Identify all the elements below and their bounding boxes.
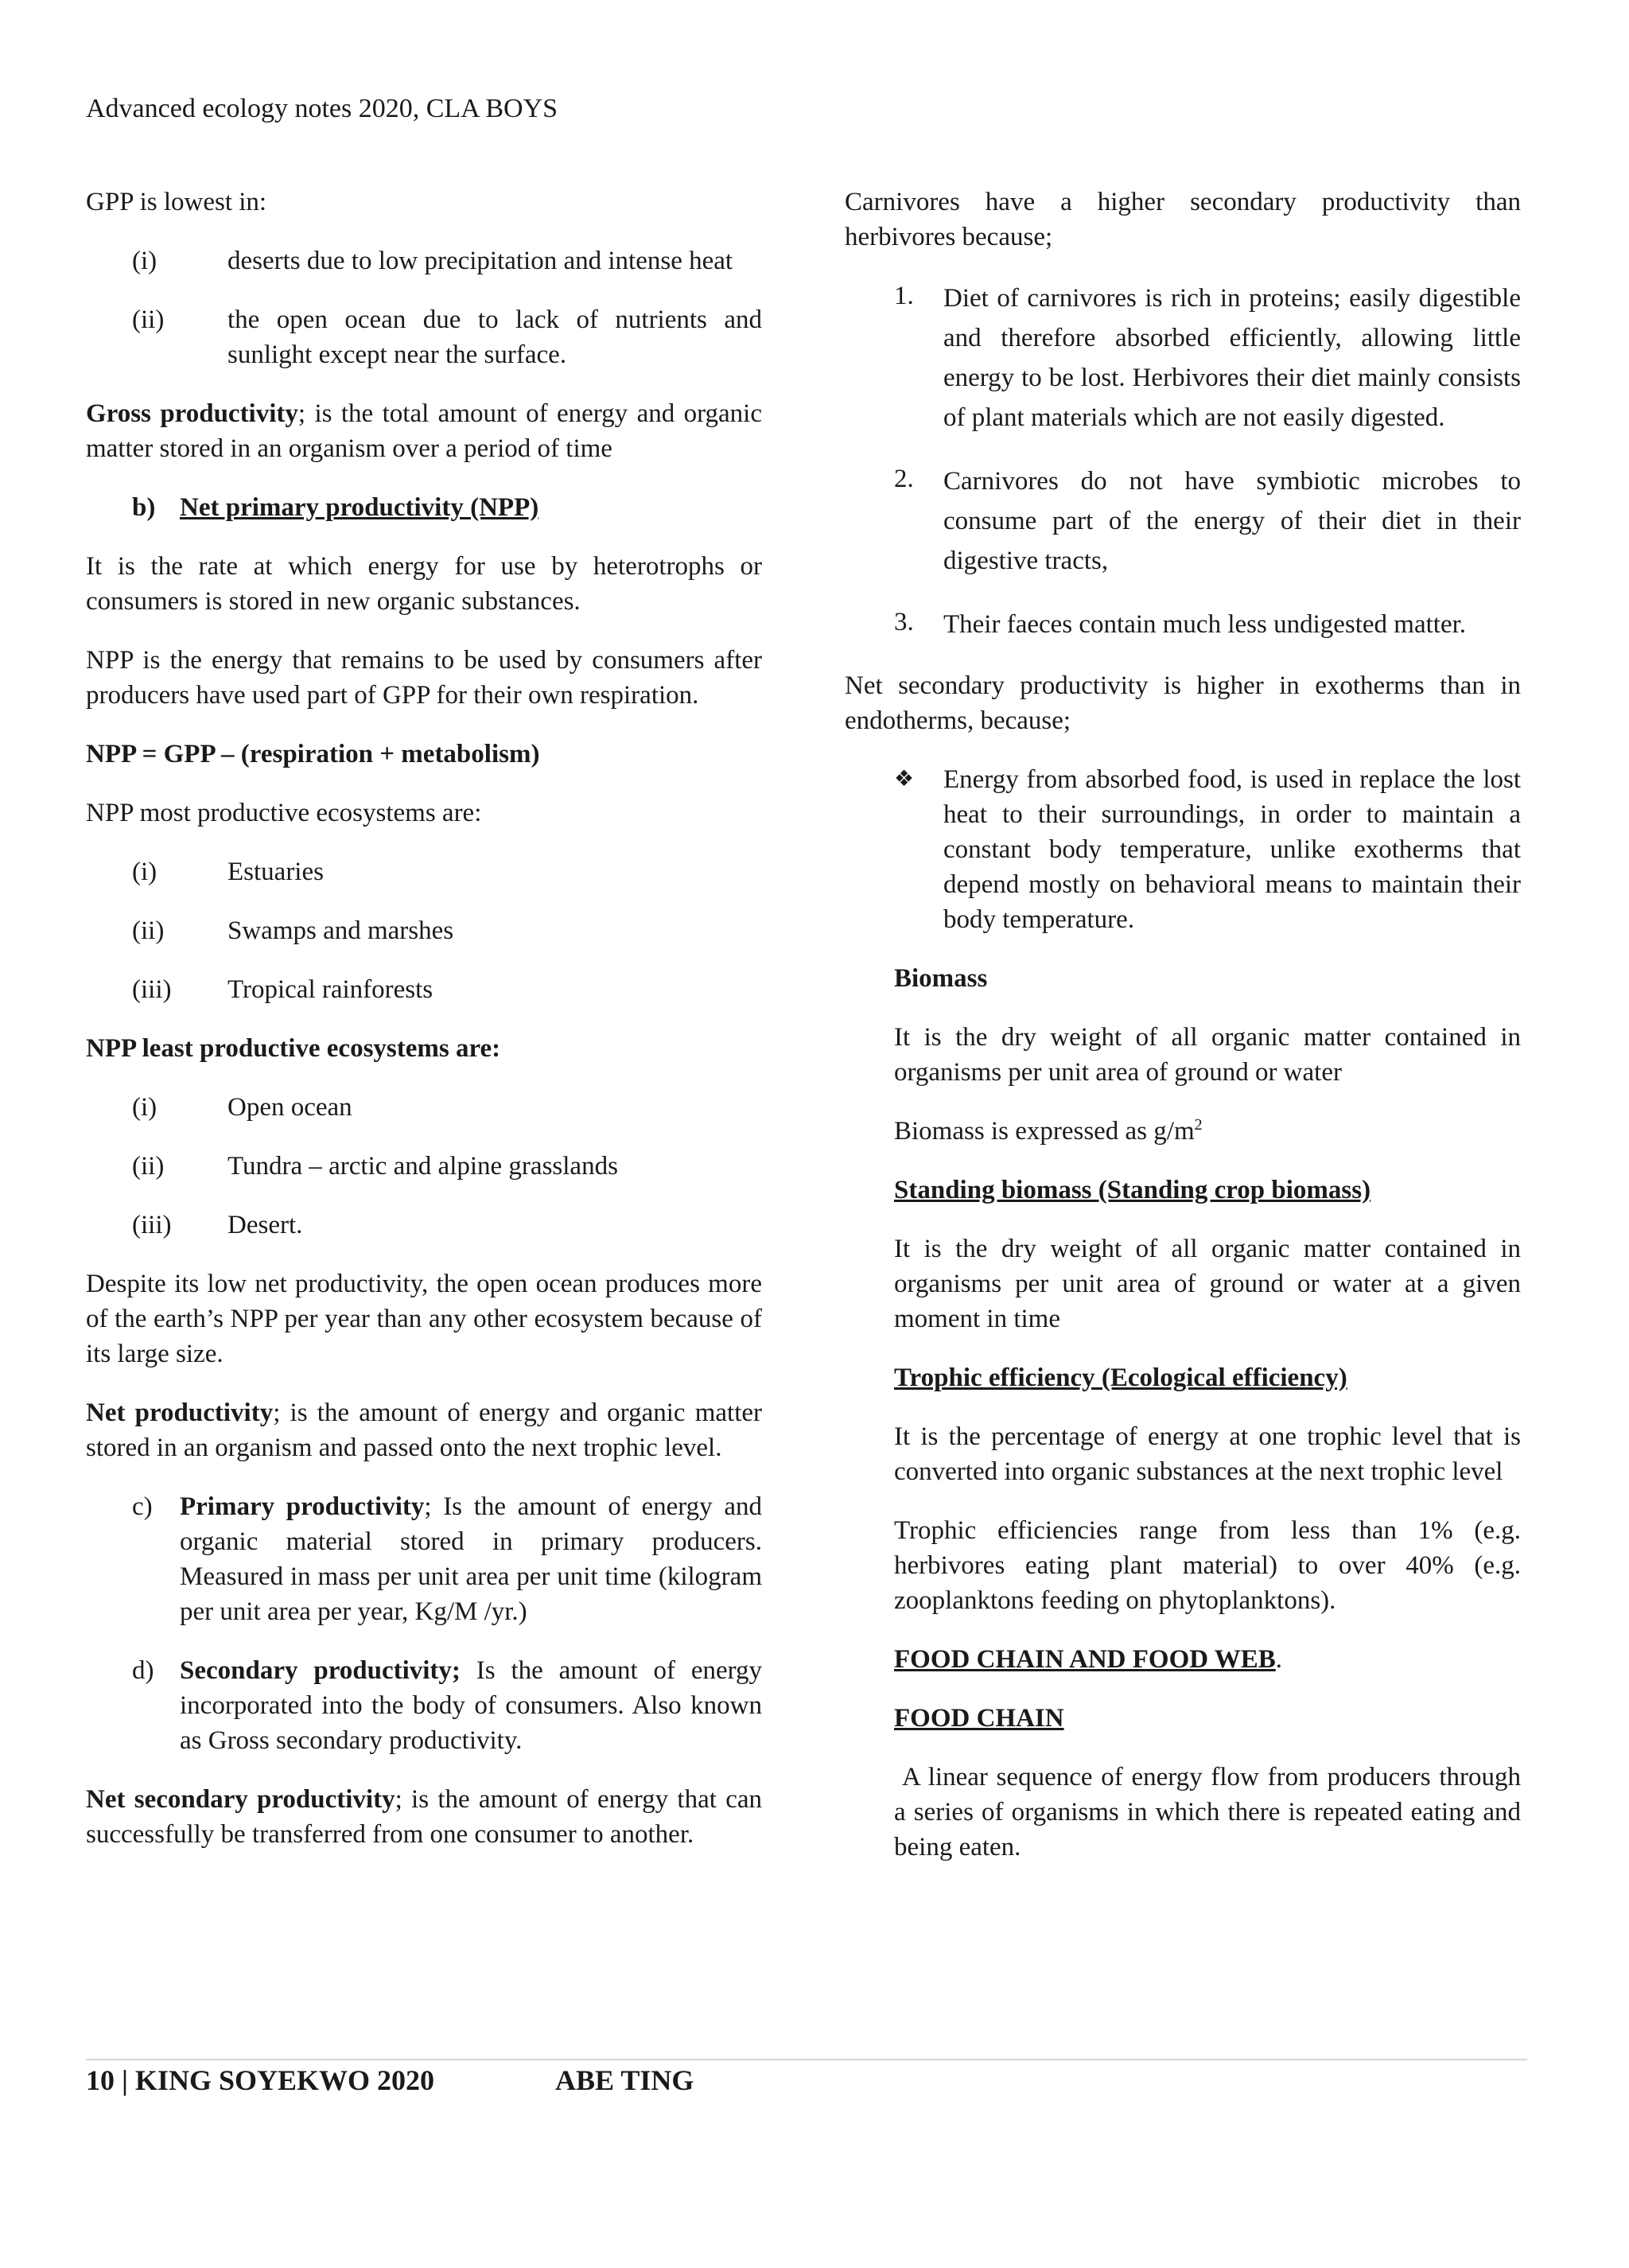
primary-productivity-definition (180, 1489, 762, 1629)
npp-least-heading: NPP least productive ecosystems are: (86, 1034, 501, 1063)
list-text: Energy from absorbed food, is used in replace the lost heat to their surroundings, in order to maintain a constant body temperature, unlike exotherms that depend mostly on behavioral means to maintain their body temperature. (943, 765, 1521, 934)
list-text: Desert. (227, 1211, 303, 1239)
trophic-efficiency-definition: It is the percentage of energy at one trophic level that is converted into organic substances at the next trophic level (894, 1422, 1521, 1486)
list-number: (i) (132, 858, 157, 886)
list-number: 2. (894, 465, 914, 493)
list-number: (iii) (132, 975, 172, 1004)
food-chain-web-heading (894, 1642, 1521, 1677)
npp-most-intro: NPP most productive ecosystems are: (86, 799, 482, 827)
list-text: Estuaries (227, 858, 324, 886)
biomass-unit (894, 1114, 1521, 1149)
definition: ; Is the amount of energy and organic material stored in primary producers. Measured in mass per unit area per unit time (kilogram per unit area per year, Kg/M /yr.) (180, 1492, 762, 1626)
section-heading-npp (132, 490, 762, 525)
list-number: 3. (894, 608, 914, 636)
term: Primary productivity (180, 1492, 425, 1521)
superscript: 2 (1194, 1116, 1203, 1134)
list-text: Diet of carnivores is rich in proteins; easily digestible and therefore absorbed efficiently, allowing little energy to be lost. Herbivores their diet mainly consists of plant materials which are not easily digested. (943, 284, 1521, 432)
footer-left: 10 | KING SOYEKWO 2020 (86, 2064, 434, 2096)
definition: Is the amount of energy incorporated into the body of consumers. Also known as Gross secondary productivity. (180, 1656, 762, 1755)
standing-biomass-heading: Standing biomass (Standing crop biomass) (894, 1176, 1371, 1204)
heading-text: FOOD CHAIN AND FOOD WEB (894, 1645, 1276, 1674)
term: Gross productivity (86, 399, 298, 428)
list-item (86, 1653, 762, 1758)
diamond-bullet-icon: ❖ (894, 767, 915, 792)
gpp-lowest-intro: GPP is lowest in: (86, 188, 267, 216)
npp-definition-1: It is the rate at which energy for use by heterotrophs or consumers is stored in new organic substances. (86, 552, 762, 616)
standing-biomass-definition: It is the dry weight of all organic matter contained in organisms per unit area of ground or water at a given moment in time (894, 1235, 1521, 1333)
term: Net productivity (86, 1399, 274, 1427)
list-item (845, 762, 1521, 937)
list-number: (ii) (132, 916, 165, 945)
definition: ; is the amount of energy and organic matter stored in an organism and passed onto the next trophic level. (86, 1399, 762, 1462)
list-number: 1. (894, 282, 914, 310)
section-letter: b) (132, 493, 156, 522)
list-text: deserts due to low precipitation and intense heat (227, 247, 733, 275)
list-text: the open ocean due to lack of nutrients and sunlight except near the surface. (227, 305, 762, 369)
footer-divider (86, 2059, 1527, 2060)
list-item (86, 1149, 762, 1184)
gross-productivity-definition (86, 396, 762, 466)
food-chain-heading: FOOD CHAIN (894, 1704, 1064, 1733)
list-text: Their faeces contain much less undigested matter. (943, 610, 1467, 639)
definition: ; is the total amount of energy and organic matter stored in an organism over a period of time (86, 399, 762, 463)
npp-definition-2: NPP is the energy that remains to be used by consumers after producers have used part of GPP for their own respiration. (86, 646, 762, 710)
list-item (86, 1090, 762, 1125)
biomass-heading: Biomass (894, 964, 988, 993)
list-number: (ii) (132, 1152, 165, 1181)
net-productivity-definition (86, 1395, 762, 1465)
list-item (86, 972, 762, 1007)
right-column (845, 185, 1521, 1889)
list-number: (i) (132, 1093, 157, 1122)
list-letter: d) (132, 1656, 154, 1685)
list-number: (i) (132, 247, 157, 275)
trophic-efficiency-heading: Trophic efficiency (Ecological efficiency) (894, 1364, 1347, 1392)
term: Secondary productivity; (180, 1656, 461, 1685)
list-item (845, 461, 1521, 581)
list-text: Tundra – arctic and alpine grasslands (227, 1152, 618, 1181)
list-item (86, 243, 762, 278)
list-letter: c) (132, 1492, 153, 1521)
list-item (86, 854, 762, 889)
heading-period: . (1275, 1645, 1283, 1674)
term: Net secondary productivity (86, 1785, 395, 1814)
biomass-definition: It is the dry weight of all organic matter contained in organisms per unit area of ground or water (894, 1023, 1521, 1087)
list-number: (ii) (132, 305, 165, 334)
page-header: Advanced ecology notes 2020, CLA BOYS (86, 94, 558, 123)
list-text: Swamps and marshes (227, 916, 454, 945)
net-secondary-productivity-definition (86, 1782, 762, 1852)
list-item (86, 1208, 762, 1243)
trophic-efficiency-range: Trophic efficiencies range from less than 1% (e.g. herbivores eating plant material) to over 40% (e.g. zooplanktons feeding on phytoplanktons). (894, 1516, 1521, 1615)
open-ocean-paragraph: Despite its low net productivity, the open ocean produces more of the earth’s NPP per year than any other ecosystem because of its large size. (86, 1270, 762, 1368)
list-text: Tropical rainforests (227, 975, 433, 1004)
nsp-exotherms-intro: Net secondary productivity is higher in exotherms than in endotherms, because; (845, 671, 1521, 735)
list-item (86, 302, 762, 372)
section-title: Net primary productivity (NPP) (180, 493, 539, 522)
footer-right: ABE TING (555, 2064, 694, 2096)
list-item (86, 1489, 762, 1629)
list-item (845, 605, 1521, 644)
list-number: (iii) (132, 1211, 172, 1239)
list-item (845, 278, 1521, 438)
list-text: Open ocean (227, 1093, 352, 1122)
carnivores-intro: Carnivores have a higher secondary productivity than herbivores because; (845, 188, 1521, 251)
npp-formula: NPP = GPP – (respiration + metabolism) (86, 740, 540, 768)
page-footer (86, 2064, 694, 2097)
food-chain-definition: A linear sequence of energy flow from producers through a series of organisms in which there is repeated eating and being eaten. (894, 1763, 1521, 1861)
list-text: Carnivores do not have symbiotic microbes to consume part of the energy of their diet in their digestive tracts, (943, 467, 1521, 575)
biomass-unit-text: Biomass is expressed as g/m (894, 1117, 1195, 1146)
left-column (86, 185, 762, 1876)
definition: ; is the amount of energy that can successfully be transferred from one consumer to another. (86, 1785, 762, 1849)
list-item (86, 913, 762, 948)
secondary-productivity-definition (180, 1653, 762, 1758)
